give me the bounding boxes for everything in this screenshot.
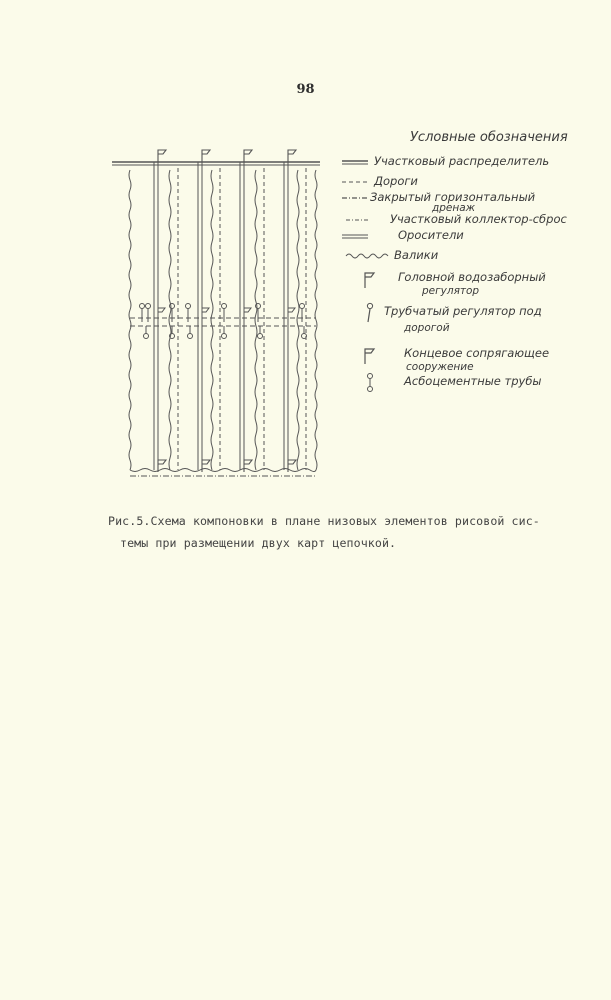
bank-left (129, 170, 131, 470)
dashed-line-icon (340, 176, 370, 188)
legend-label-2: дренаж (432, 202, 476, 214)
figure-caption (108, 510, 598, 554)
legend-label: Участковый коллектор-сброс (390, 212, 567, 226)
pipe-regulators (140, 304, 307, 339)
legend-item-banks (340, 248, 605, 264)
legend-label: Дороги (374, 174, 418, 188)
legend-label-2: сооружение (406, 361, 474, 373)
legend-label-2: дорогой (404, 322, 450, 334)
legend-label: Головной водозаборный (398, 270, 546, 284)
pipe-icon (360, 372, 380, 394)
double-line-icon (340, 156, 370, 168)
legend-label-2: регулятор (422, 285, 480, 297)
caption-line-1: Рис.5.Схема компоновки в плане низовых элементов рисовой сис- (108, 514, 540, 528)
drains (178, 168, 306, 470)
caption-line-2: темы при размещении двух карт цепочкой. (120, 536, 397, 550)
irrigators (154, 162, 288, 470)
head-regulators (158, 150, 296, 162)
rice-system-scheme (108, 140, 333, 485)
thin-double-line-icon (340, 230, 370, 242)
legend-item-head-regulator (340, 268, 605, 302)
end-flag-icon (360, 346, 380, 366)
legend-item-pipe-regulator (340, 302, 605, 338)
legend-item-distributor (340, 154, 605, 170)
legend-item-collector (340, 212, 605, 228)
legend-title: Условные обозначения (410, 130, 568, 145)
page-number: 98 (296, 82, 315, 97)
legend (340, 130, 605, 400)
legend-label: Трубчатый регулятор под (384, 304, 542, 318)
bank-right (315, 170, 317, 470)
legend-label: Концевое сопрягающее (404, 346, 550, 360)
legend-label: Оросители (398, 228, 464, 242)
legend-item-irrigators (340, 228, 605, 244)
legend-item-asbestos-pipes (340, 372, 605, 394)
dash-dot-dash-icon (340, 214, 370, 226)
flag-icon (360, 270, 380, 290)
legend-label: Асбоцементные трубы (404, 374, 542, 388)
legend-label: Валики (394, 248, 439, 262)
pin-icon (360, 302, 380, 324)
distributor-line (112, 162, 320, 165)
wavy-line-icon (344, 250, 392, 262)
legend-label: Участковый распределитель (374, 154, 550, 168)
legend-label: Закрытый горизонтальный (370, 190, 536, 204)
dash-dot-line-icon (340, 192, 370, 204)
